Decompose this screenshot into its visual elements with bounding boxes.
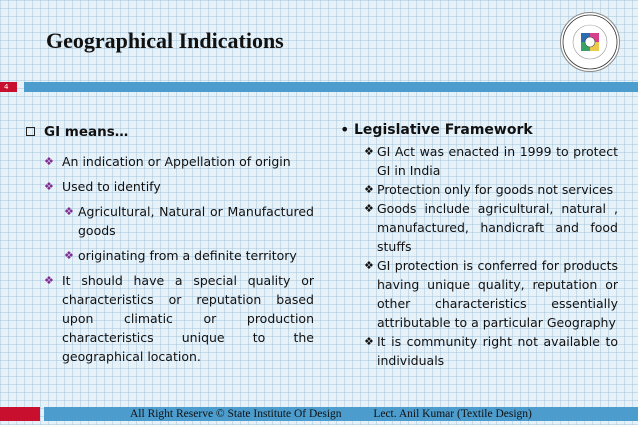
left-heading: GI means… [44, 124, 129, 140]
diamond-bullet-icon: ❖ [44, 155, 54, 168]
header-blue-bar [24, 82, 638, 92]
diamond-bullet-icon: ❖ [44, 274, 54, 287]
footer-red-bar [0, 407, 40, 421]
slide-number: 4 [4, 83, 9, 91]
list-item: ❖ GI protection is conferred for products having unique quality, reputation or other characteristics essentially attributable to a particular Geography [364, 258, 618, 330]
footer-copyright: All Right Reserve © State Institute Of Design [130, 408, 342, 420]
list-item: ❖ Used to identify [44, 179, 161, 194]
diamond-bullet-icon: ❖ [364, 335, 374, 348]
diamond-bullet-icon: ❖ [364, 259, 374, 272]
list-item: ❖ Goods include agricultural, natural , manufactured, handicraft and food stuffs [364, 201, 618, 254]
list-item: ❖ It is community right not available to individuals [364, 334, 618, 368]
university-logo [560, 12, 620, 72]
bullet-dot-icon: • [340, 120, 350, 139]
left-column [24, 122, 314, 366]
diamond-bullet-icon: ❖ [64, 249, 74, 262]
slide-title: Geographical Indications [46, 28, 284, 53]
diamond-bullet-icon: ❖ [364, 202, 374, 215]
diamond-bullet-icon: ❖ [364, 145, 374, 158]
diamond-bullet-icon: ❖ [44, 180, 54, 193]
list-item: ❖ originating from a definite territory [64, 248, 297, 263]
right-heading: Legislative Framework [354, 122, 533, 138]
square-bullet-icon [26, 127, 35, 136]
list-item: ❖ It should have a special quality or characteristics or reputation based upon climatic or production characteristics unique to the geographical location. [44, 273, 314, 364]
list-item: ❖ Protection only for goods not services [364, 182, 614, 197]
right-column [340, 120, 618, 370]
footer-text [130, 407, 532, 421]
list-item: ❖ GI Act was enacted in 1999 to protect GI in India [364, 144, 618, 178]
header-red-bar [0, 82, 17, 92]
list-item: ❖ An indication or Appellation of origin [44, 154, 291, 169]
footer-author: Lect. Anil Kumar (Textile Design) [373, 408, 532, 420]
list-item: ❖ Agricultural, Natural or Manufactured goods [64, 204, 314, 238]
diamond-bullet-icon: ❖ [364, 183, 374, 196]
diamond-bullet-icon: ❖ [64, 205, 74, 218]
